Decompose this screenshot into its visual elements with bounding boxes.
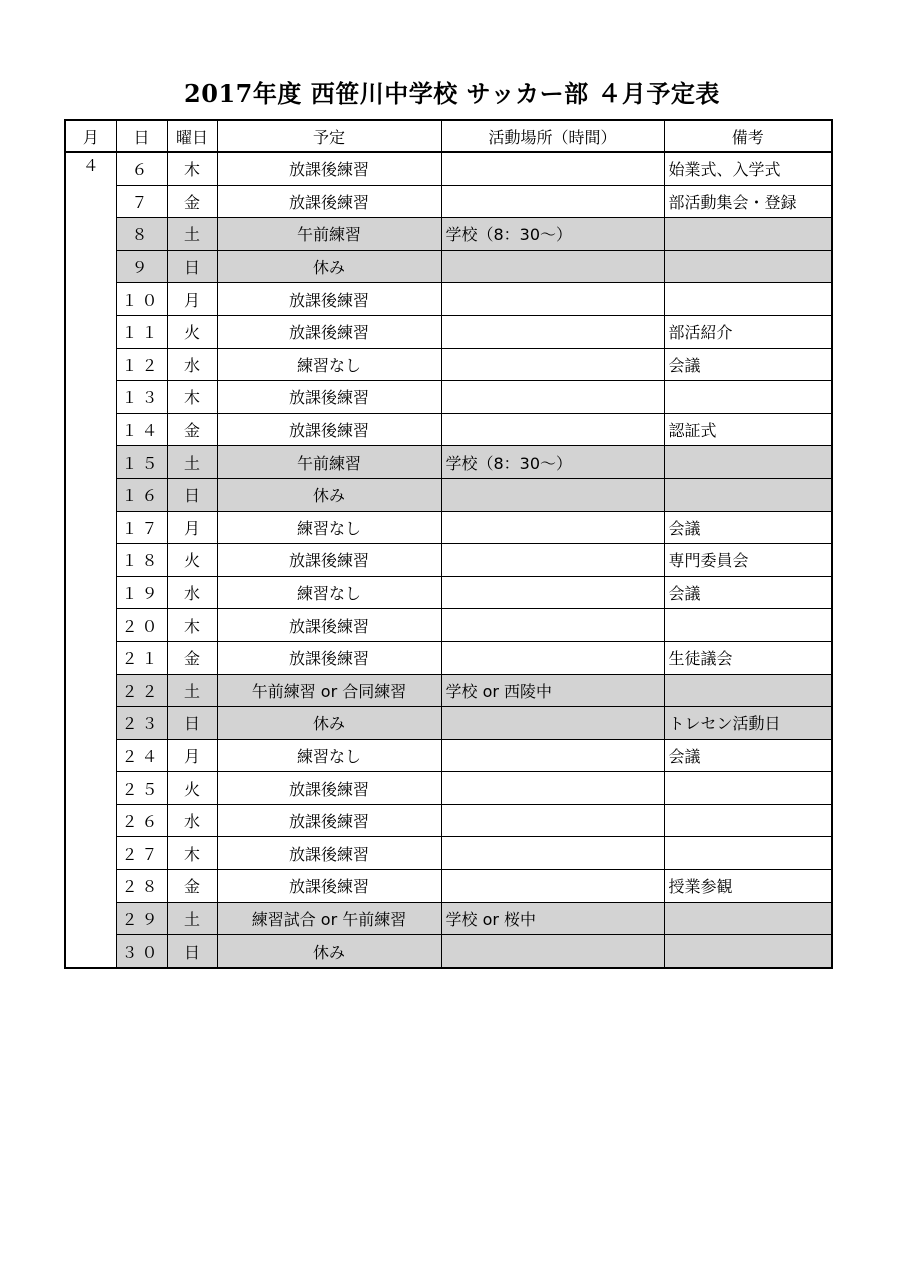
table-row bbox=[65, 478, 832, 511]
plan-cell: 放課後練習 bbox=[217, 185, 441, 218]
place-cell bbox=[441, 804, 664, 837]
notes-cell bbox=[664, 902, 832, 935]
table-row bbox=[65, 576, 832, 609]
table-body bbox=[65, 152, 832, 968]
day-cell: １７ bbox=[116, 511, 167, 544]
place-cell bbox=[441, 707, 664, 740]
day-cell: １１ bbox=[116, 315, 167, 348]
plan-cell: 放課後練習 bbox=[217, 315, 441, 348]
day-cell: ２８ bbox=[116, 870, 167, 903]
notes-cell bbox=[664, 446, 832, 479]
day-cell: ９ bbox=[116, 250, 167, 283]
plan-cell: 練習なし bbox=[217, 348, 441, 381]
header-weekday: 曜日 bbox=[167, 120, 217, 152]
notes-cell: 会議 bbox=[664, 576, 832, 609]
place-cell bbox=[441, 576, 664, 609]
day-cell: ８ bbox=[116, 218, 167, 251]
day-cell: １８ bbox=[116, 544, 167, 577]
header-day: 日 bbox=[116, 120, 167, 152]
notes-cell bbox=[664, 804, 832, 837]
weekday-cell: 水 bbox=[167, 804, 217, 837]
table-row bbox=[65, 315, 832, 348]
table-row bbox=[65, 152, 832, 185]
place-cell bbox=[441, 772, 664, 805]
notes-cell bbox=[664, 250, 832, 283]
place-cell: 学校 or 桜中 bbox=[441, 902, 664, 935]
place-cell: 学校（8：30～） bbox=[441, 218, 664, 251]
weekday-cell: 火 bbox=[167, 315, 217, 348]
plan-cell: 午前練習 bbox=[217, 446, 441, 479]
plan-cell: 休み bbox=[217, 478, 441, 511]
place-cell bbox=[441, 609, 664, 642]
notes-cell bbox=[664, 381, 832, 414]
weekday-cell: 土 bbox=[167, 218, 217, 251]
place-cell bbox=[441, 544, 664, 577]
day-cell: ３０ bbox=[116, 935, 167, 968]
weekday-cell: 土 bbox=[167, 446, 217, 479]
table-row bbox=[65, 348, 832, 381]
table-row bbox=[65, 185, 832, 218]
place-cell bbox=[441, 837, 664, 870]
notes-cell: 部活動集会・登録 bbox=[664, 185, 832, 218]
weekday-cell: 土 bbox=[167, 674, 217, 707]
schedule-table bbox=[64, 119, 833, 969]
day-cell: ２９ bbox=[116, 902, 167, 935]
plan-cell: 放課後練習 bbox=[217, 413, 441, 446]
plan-cell: 練習試合 or 午前練習 bbox=[217, 902, 441, 935]
weekday-cell: 木 bbox=[167, 609, 217, 642]
weekday-cell: 日 bbox=[167, 250, 217, 283]
notes-cell: 生徒議会 bbox=[664, 641, 832, 674]
plan-cell: 練習なし bbox=[217, 576, 441, 609]
weekday-cell: 日 bbox=[167, 478, 217, 511]
place-cell bbox=[441, 478, 664, 511]
table-row bbox=[65, 935, 832, 968]
plan-cell: 放課後練習 bbox=[217, 641, 441, 674]
notes-cell: 授業参観 bbox=[664, 870, 832, 903]
notes-cell bbox=[664, 478, 832, 511]
place-cell bbox=[441, 870, 664, 903]
place-cell bbox=[441, 641, 664, 674]
notes-cell: 会議 bbox=[664, 348, 832, 381]
weekday-cell: 土 bbox=[167, 902, 217, 935]
day-cell: ２３ bbox=[116, 707, 167, 740]
plan-cell: 午前練習 bbox=[217, 218, 441, 251]
table-row bbox=[65, 609, 832, 642]
weekday-cell: 水 bbox=[167, 576, 217, 609]
day-cell: １２ bbox=[116, 348, 167, 381]
weekday-cell: 水 bbox=[167, 348, 217, 381]
day-cell: １０ bbox=[116, 283, 167, 316]
day-cell: ６ bbox=[116, 152, 167, 185]
plan-cell: 放課後練習 bbox=[217, 870, 441, 903]
notes-cell bbox=[664, 609, 832, 642]
day-cell: １５ bbox=[116, 446, 167, 479]
notes-cell: トレセン活動日 bbox=[664, 707, 832, 740]
weekday-cell: 金 bbox=[167, 641, 217, 674]
notes-cell bbox=[664, 674, 832, 707]
page-title: 2017年度 西笹川中学校 サッカー部 ４月予定表 bbox=[184, 79, 720, 108]
table-row bbox=[65, 511, 832, 544]
plan-cell: 放課後練習 bbox=[217, 381, 441, 414]
weekday-cell: 木 bbox=[167, 381, 217, 414]
table-row bbox=[65, 218, 832, 251]
day-cell: １９ bbox=[116, 576, 167, 609]
day-cell: ２１ bbox=[116, 641, 167, 674]
table-row bbox=[65, 804, 832, 837]
place-cell bbox=[441, 739, 664, 772]
header-plan: 予定 bbox=[217, 120, 441, 152]
plan-cell: 放課後練習 bbox=[217, 804, 441, 837]
notes-cell bbox=[664, 283, 832, 316]
table-row bbox=[65, 902, 832, 935]
plan-cell: 休み bbox=[217, 707, 441, 740]
weekday-cell: 月 bbox=[167, 283, 217, 316]
notes-cell bbox=[664, 772, 832, 805]
day-cell: ２５ bbox=[116, 772, 167, 805]
plan-cell: 練習なし bbox=[217, 739, 441, 772]
header-month: 月 bbox=[65, 120, 116, 152]
month-cell: ４ bbox=[65, 152, 116, 968]
header-row bbox=[65, 120, 832, 152]
weekday-cell: 金 bbox=[167, 870, 217, 903]
notes-cell: 会議 bbox=[664, 739, 832, 772]
weekday-cell: 火 bbox=[167, 772, 217, 805]
plan-cell: 放課後練習 bbox=[217, 152, 441, 185]
weekday-cell: 月 bbox=[167, 739, 217, 772]
day-cell: ２０ bbox=[116, 609, 167, 642]
place-cell bbox=[441, 250, 664, 283]
table-row bbox=[65, 544, 832, 577]
day-cell: ２２ bbox=[116, 674, 167, 707]
notes-cell: 会議 bbox=[664, 511, 832, 544]
plan-cell: 放課後練習 bbox=[217, 283, 441, 316]
place-cell bbox=[441, 185, 664, 218]
place-cell: 学校 or 西陵中 bbox=[441, 674, 664, 707]
table-row bbox=[65, 772, 832, 805]
notes-cell: 専門委員会 bbox=[664, 544, 832, 577]
header-place: 活動場所（時間） bbox=[441, 120, 664, 152]
weekday-cell: 金 bbox=[167, 185, 217, 218]
day-cell: ７ bbox=[116, 185, 167, 218]
table-row bbox=[65, 283, 832, 316]
table-header bbox=[65, 120, 832, 152]
place-cell bbox=[441, 413, 664, 446]
place-cell bbox=[441, 348, 664, 381]
day-cell: １３ bbox=[116, 381, 167, 414]
table-row bbox=[65, 739, 832, 772]
table-row bbox=[65, 674, 832, 707]
table-row bbox=[65, 837, 832, 870]
notes-cell: 始業式、入学式 bbox=[664, 152, 832, 185]
day-cell: ２７ bbox=[116, 837, 167, 870]
table-row bbox=[65, 250, 832, 283]
place-cell bbox=[441, 283, 664, 316]
plan-cell: 放課後練習 bbox=[217, 837, 441, 870]
plan-cell: 放課後練習 bbox=[217, 772, 441, 805]
place-cell bbox=[441, 315, 664, 348]
weekday-cell: 木 bbox=[167, 152, 217, 185]
weekday-cell: 月 bbox=[167, 511, 217, 544]
table-row bbox=[65, 870, 832, 903]
place-cell: 学校（8：30～） bbox=[441, 446, 664, 479]
header-notes: 備考 bbox=[664, 120, 832, 152]
table-row bbox=[65, 446, 832, 479]
place-cell bbox=[441, 935, 664, 968]
table-row bbox=[65, 641, 832, 674]
notes-cell bbox=[664, 935, 832, 968]
notes-cell: 認証式 bbox=[664, 413, 832, 446]
plan-cell: 練習なし bbox=[217, 511, 441, 544]
day-cell: ２４ bbox=[116, 739, 167, 772]
weekday-cell: 金 bbox=[167, 413, 217, 446]
place-cell bbox=[441, 152, 664, 185]
plan-cell: 放課後練習 bbox=[217, 544, 441, 577]
plan-cell: 午前練習 or 合同練習 bbox=[217, 674, 441, 707]
notes-cell bbox=[664, 837, 832, 870]
weekday-cell: 日 bbox=[167, 707, 217, 740]
place-cell bbox=[441, 381, 664, 414]
day-cell: １６ bbox=[116, 478, 167, 511]
table-row bbox=[65, 381, 832, 414]
weekday-cell: 日 bbox=[167, 935, 217, 968]
table-row bbox=[65, 707, 832, 740]
weekday-cell: 木 bbox=[167, 837, 217, 870]
plan-cell: 放課後練習 bbox=[217, 609, 441, 642]
notes-cell bbox=[664, 218, 832, 251]
weekday-cell: 火 bbox=[167, 544, 217, 577]
place-cell bbox=[441, 511, 664, 544]
table-row bbox=[65, 413, 832, 446]
plan-cell: 休み bbox=[217, 250, 441, 283]
notes-cell: 部活紹介 bbox=[664, 315, 832, 348]
day-cell: １４ bbox=[116, 413, 167, 446]
plan-cell: 休み bbox=[217, 935, 441, 968]
day-cell: ２６ bbox=[116, 804, 167, 837]
